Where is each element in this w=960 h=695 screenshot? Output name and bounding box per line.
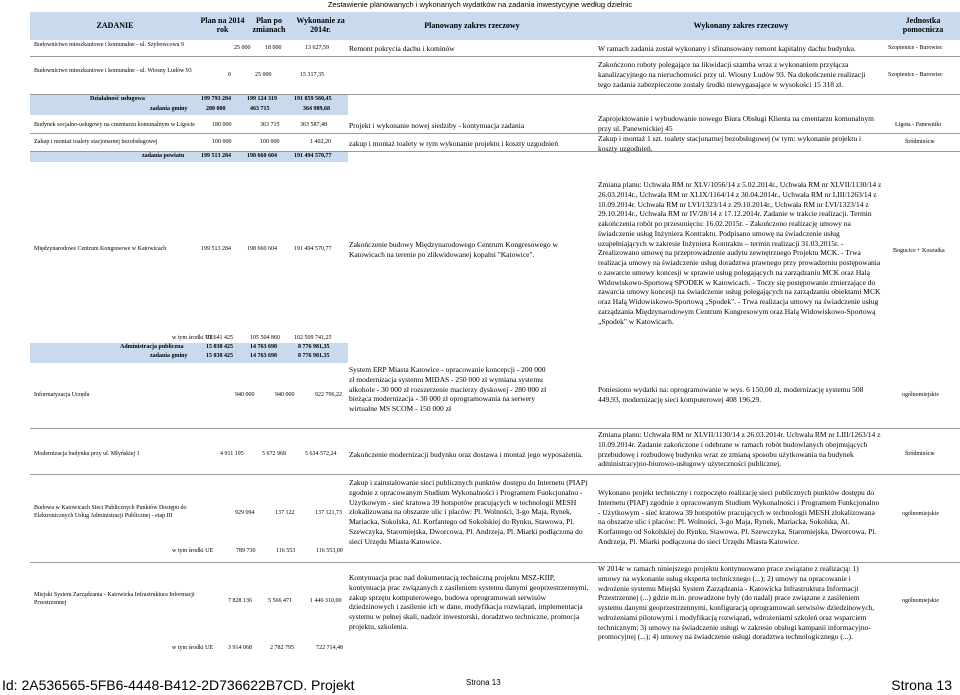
row-divider: [30, 428, 960, 429]
task-name: Budynek socjalno-usługowy na cmentarzu komunalnym w Ligocie: [34, 122, 195, 128]
done-scope: W 2014r w ramach niniejszego projektu kontynuowano prace związane z realizacją: 1) umowy na wykonanie usług eksperta technicznego (...); 2) umowy na opracowanie i wdrożenie systemu Miejski System Zarządzania - Katowicka Infrastruktura Informacji Przestrzennej (...) gdzie m.in. prowadzone były (do nadal) prace związane z zasileniem systemu danymi geoprzestrzennymi, konfiguracją oprogramowań serwisów dziedzinowych, wdrożeniami pilotowymi i modyfikacją rozwiązań, wdrożeniami szkoleń oraz wsparciem technicznym; 3) umowy na świadczenie usługi w zakresie obsługi kampanii informacyjno-promocyjnej (...); 4) umowy na świadczenie usługi doradztwa technologicznego (...).: [598, 564, 875, 642]
execution-value: 5 634 572,24: [305, 451, 337, 457]
plan-after-value: 137 122: [275, 510, 295, 516]
plan-value: 25 000: [234, 45, 251, 51]
execution-value: 191 494 570,77: [294, 153, 332, 159]
task-name: Budowa w Katowicach Sieci Publicznych Punktów Dostępu do Elektronicznych Usług Administracji Publicznej - etap III: [34, 505, 187, 519]
planned-scope: Zakup i zainstalowanie sieci publicznych punktów dostępu do Internetu (PIAP) zgodnie z opracowanym Studium Wykonalności i Programem Funkcjonalno - Użytkowym - sieć kratowa 39 hotspotów pracujących w technologii MESH zlokalizowana na obszarze ulic i placów: Pl. Wolności, 3-go Maja, Rynek, Mariacka, Sokolska, Al. Korfantego od Sokolskiej do Rynku, Stawowa, Pl. Szewczyka, Staromiejska, Dworcowa, Pl. Andrzeja, Pl. Miarki podłączona do sieci Urzędu Miasta Katowice.: [349, 478, 588, 546]
task-name: Budownictwo mieszkaniowe i komunalne - ul. Wiosny Ludów 93: [34, 68, 192, 74]
execution-value: 364 989,68: [303, 106, 330, 112]
summary-label: Działalność usługowa: [90, 96, 145, 102]
plan-after-value: 100 000: [260, 139, 280, 145]
task-name: Zakup i montaż toalety stacjonarnej bezobsługowej: [34, 139, 158, 145]
done-scope: Zmiana planu: Uchwała RM nr XLVII/1130/14 z 26.03.2014r. Uchwała RM nr LIII/1263/14 z 10.09.2014r. Zadanie zakończone i odebrane w ramach robót budowlanych obejmujących przebudowę i rozbudowę budynku wraz ze zmianą sposobu użytkowania na budynek administracyjno-biurowo-usługowy użyteczności publicznej.: [598, 430, 881, 469]
plan-after-value: 5 672 968: [262, 451, 286, 457]
plan-value: 3 914 068: [228, 645, 252, 651]
header-jednostka: Jednostka pomocnicza: [886, 12, 960, 40]
execution-value: 722 714,48: [316, 645, 343, 651]
done-scope: Wykonano projekt techniczny i rozpoczęto realizację sieci publicznych punktów dostępu do Internetu (PIAP) zgodnie z opracowanym Studium Wykonalności i Programem Funkcjonalno - Użytkowym - sieć kratowa 39 hotspotów pracujących w technologii MESH zlokalizowana na obszarze ulic i placów: Pl. Wolności, 3-go Maja, Rynek, Mariacka, Sokolska, Al. Korfantego od Sokolskiej do Rynku, Stawowa, Pl. Szewczyka, Staromiejska, Dworcowa, Pl. Andrzeja, Pl. Miarki podłączona do sieci Urzędu Miasta Katowice.: [598, 488, 880, 546]
done-scope: Poniesiono wydatki na: oprogramowanie w wys. 6 150,00 zł, modernizację systemu 508 449,93, modernizację sieci komputerowej 408 196,29.: [598, 385, 864, 404]
task-name: Miejski System Zarządzania - Katowicka Infrastruktura Informacji Przestrzennej: [34, 592, 195, 606]
summary-label: Administracja publiczna: [120, 344, 184, 350]
eu-funds-label: w tym środki UE: [172, 548, 214, 554]
eu-funds-label: w tym środki UE: [172, 335, 214, 341]
unit: Ligota - Panewniki: [895, 122, 941, 128]
execution-value: 363 587,48: [300, 122, 327, 128]
row-divider: [30, 474, 960, 475]
planned-scope: Kontynuacja prac nad dokumentacją techniczną projektu MSZ-KIIP, kontynuacja prac związanych z zasileniem systemu danymi geoprzestrzennymi, zakup sprzętu komputerowego, budowa oprogramowań serwisów dziedzinowych i zasilenie ich w dane, modyfikacja rozwiązań, implementacja systemu w pełnej skali, nadzór inwestorski, doradztwo techniczne, promocja projektu, szkolenia.: [349, 573, 589, 631]
task-name: Budownictwo mieszkaniowe i komunalne - ul. Szybowcowa 9: [34, 42, 184, 48]
unit: ogólnomiejskie: [902, 598, 939, 604]
task-name: Międzynarodowe Centrum Kongresowe w Katowicach: [34, 246, 167, 252]
execution-value: 8 776 981,35: [298, 344, 330, 350]
done-scope: Zmiana planu: Uchwała RM nr XLV/1056/14 z 5.02.2014r., Uchwała RM nr XLVII/1130/14 z 26.03.2014r., Uchwała RM nr XLIX/1164/14 z 30.04.2014r., Uchwała RM nr LIII/1263/14 z 10.09.2014r. Uchwała RM nr LVI/1323/14 z 29.10.2014r., Uchwała RM nr LVI/1323/14 z 29.10.2014r., Uchwała RM nr IV/28/14 z 17.12.2014r. Zadanie w trakcie realizacji. Termin zakończenia robót po przesunięciu: 16.02.2015r. - Zakończono realizację umowy na świadczenie usług Inżyniera Kontraktu. Podpisano umowę na świadczenie usług uzupełniających w zakresie Inżyniera Kontraktu – termin realizacji 31.03.2015r. - Zrealizowano umowę na przeprowadzenie audytu zewnętrznego Projektu MCK. - Trwa realizacja umowy na świadczenie usług doradztwa prawnego przy prowadzeniu postępowania o zawarcie umowy koncesji w sprawie usług polegających na zarządzaniu MCK oraz Halą Widowiskowo-Sportową SPODEK w Katowicach. - Toczy się postępowanie zmierzające do zawarcia umowy koncesji na świadczenie usług polegających na zarządzaniu obiektami MCK oraz Halą Widowiskowo-Sportową „Spodek". - Trwa realizacja umowy na świadczenie usług zarządzania Międzynarodowym Centrum Kongresowym oraz Halą Widowiskowo-Sportową „Spodek" w Katowicach.: [598, 180, 882, 326]
task-name: Modernizacja budynku przy ul. Młyńskiej 1: [34, 451, 140, 457]
plan-after-value: 5 566 471: [268, 598, 292, 604]
page-number: Strona 13: [466, 678, 501, 687]
plan-value: 940 000: [235, 392, 255, 398]
plan-after-value: 25 000: [255, 72, 272, 78]
row-divider: [30, 56, 960, 57]
execution-value: 191 859 560,45: [294, 96, 332, 102]
unit: Bogucice + Koszutka: [893, 248, 945, 254]
plan-after-value: 18 000: [265, 45, 282, 51]
summary-label: zadania powiatu: [142, 153, 185, 159]
plan-after-value: 14 763 698: [250, 344, 277, 350]
summary-label: zadania gminy: [150, 106, 188, 112]
planned-scope: Zakończenie budowy Międzynarodowego Centrum Kongresowego w Katowicach na terenie po zlikwidowanej kopalni "Katowice".: [349, 240, 558, 259]
planned-scope: System ERP Miasta Katowice - opracowanie koncepcji - 200 000 zł modernizacja systemu MIDAS - 250 000 zł wymiana systemu alkohole - 30 000 zł rozszerzenie macierzy dyskowej - 280 000 zł bieżąca modernizacja - 30 000 zł oprogramowania na serwery wirtualne MS SCOM - 150 000 zł: [349, 365, 547, 413]
execution-value: 102 509 741,25: [294, 335, 332, 341]
plan-value: 4 911 195: [220, 451, 244, 457]
plan-value: 199 513 284: [201, 246, 231, 252]
page-title: Zestawienie planowanych i wykonanych wydatków na zadania inwestycyjne według dzielnic: [327, 0, 633, 9]
plan-after-value: 940 000: [275, 392, 295, 398]
execution-value: 191 494 570,77: [294, 246, 332, 252]
plan-value: 199 513 284: [201, 153, 231, 159]
execution-value: 1 446 310,00: [310, 598, 342, 604]
plan-after-value: 199 124 319: [247, 96, 277, 102]
document-id: Id: 2A536565-5FB6-4448-B412-2D736622B7CD. Projekt: [2, 677, 355, 693]
unit: Śródmieście: [905, 451, 935, 457]
planned-scope: Zakończenie modernizacji budynku oraz dostawa i montaż jego wyposażenia.: [349, 450, 583, 459]
done-scope: Zakończono roboty polegające na likwidacji szamba wraz z wykonaniem przyłącza kanalizacyjnego na nieruchomości przy ul. Wiosny Ludów 93. Na dokończenie realizacji tego zadania zabezpieczone zostały środki niewygasające w wysokości 15 318 zł.: [598, 60, 866, 89]
planned-scope: Projekt i wykonanie nowej siedziby - kontynuacja zadania: [349, 121, 525, 130]
plan-after-value: 198 660 604: [247, 246, 277, 252]
plan-after-value: 363 715: [260, 122, 280, 128]
plan-value: 199 793 284: [201, 96, 231, 102]
plan-value: 15 038 425: [206, 344, 233, 350]
done-scope: Zakup i montaż 1 szt. toalety stacjonarnej bezobsługowej (w tym: wykonanie projektu i koszty uzgodnień.: [598, 134, 862, 153]
plan-value: 93 641 425: [206, 335, 233, 341]
header-planowany: Planowany zakres rzeczowy: [348, 12, 596, 40]
execution-value: 1 402,20: [310, 139, 331, 145]
header-plan-po: Plan po zmianach: [245, 12, 293, 40]
done-scope: W ramach zadania został wykonany i sfinansowany remont kapitalny dachu budynku.: [598, 44, 856, 53]
row-divider: [30, 562, 960, 563]
unit: ogólnomiejskie: [902, 511, 939, 517]
unit: Szopienice - Burowiec: [888, 45, 943, 51]
plan-after-value: 105 504 860: [250, 335, 280, 341]
task-name: Informatyzacja Urzędu: [34, 392, 90, 398]
execution-value: 922 796,22: [315, 392, 342, 398]
page-number-right: Strona 13: [891, 677, 952, 693]
eu-funds-label: w tym środki UE: [172, 645, 214, 651]
plan-value: 280 000: [206, 106, 226, 112]
unit: ogólnomiejskie: [902, 392, 939, 398]
plan-after-value: 198 660 604: [247, 153, 277, 159]
execution-value: 13 627,59: [305, 45, 329, 51]
execution-value: 8 776 981,35: [298, 353, 330, 359]
execution-value: 116 553,00: [316, 548, 343, 554]
done-scope: Zaprojektowanie i wybudowanie nowego Biura Obsługi Klienta na cmentarzu komunalnym przy ul. Panewnickiej 45: [598, 114, 874, 133]
unit: Szopienice - Burowiec: [888, 72, 943, 78]
header-plan: Plan na 2014 rok: [200, 12, 245, 40]
header-zadanie: ZADANIE: [30, 12, 200, 40]
plan-value: 180 000: [212, 122, 232, 128]
plan-after-value: 463 715: [250, 106, 270, 112]
plan-value: 0: [228, 72, 231, 78]
planned-scope: zakup i montaż toalety w tym wykonanie projektu i koszty uzgodnień: [349, 139, 559, 148]
plan-value: 15 038 425: [206, 353, 233, 359]
execution-value: 15 317,35: [300, 72, 324, 78]
plan-value: 100 000: [212, 139, 232, 145]
plan-value: 789 730: [236, 548, 256, 554]
unit: Śródmieście: [905, 139, 935, 145]
header-wykonanie: Wykonanie za 2014r.: [293, 12, 348, 40]
plan-after-value: 116 553: [276, 548, 296, 554]
plan-after-value: 2 782 795: [270, 645, 294, 651]
header-wykonany: Wykonany zakres rzeczowy: [596, 12, 886, 40]
execution-value: 137 121,73: [315, 510, 342, 516]
plan-value: 929 094: [235, 510, 255, 516]
planned-scope: Remont pokrycia dachu i kominów: [349, 44, 455, 53]
plan-value: 7 828 136: [228, 598, 252, 604]
summary-label: zadania gminy: [150, 353, 188, 359]
plan-after-value: 14 763 698: [250, 353, 277, 359]
